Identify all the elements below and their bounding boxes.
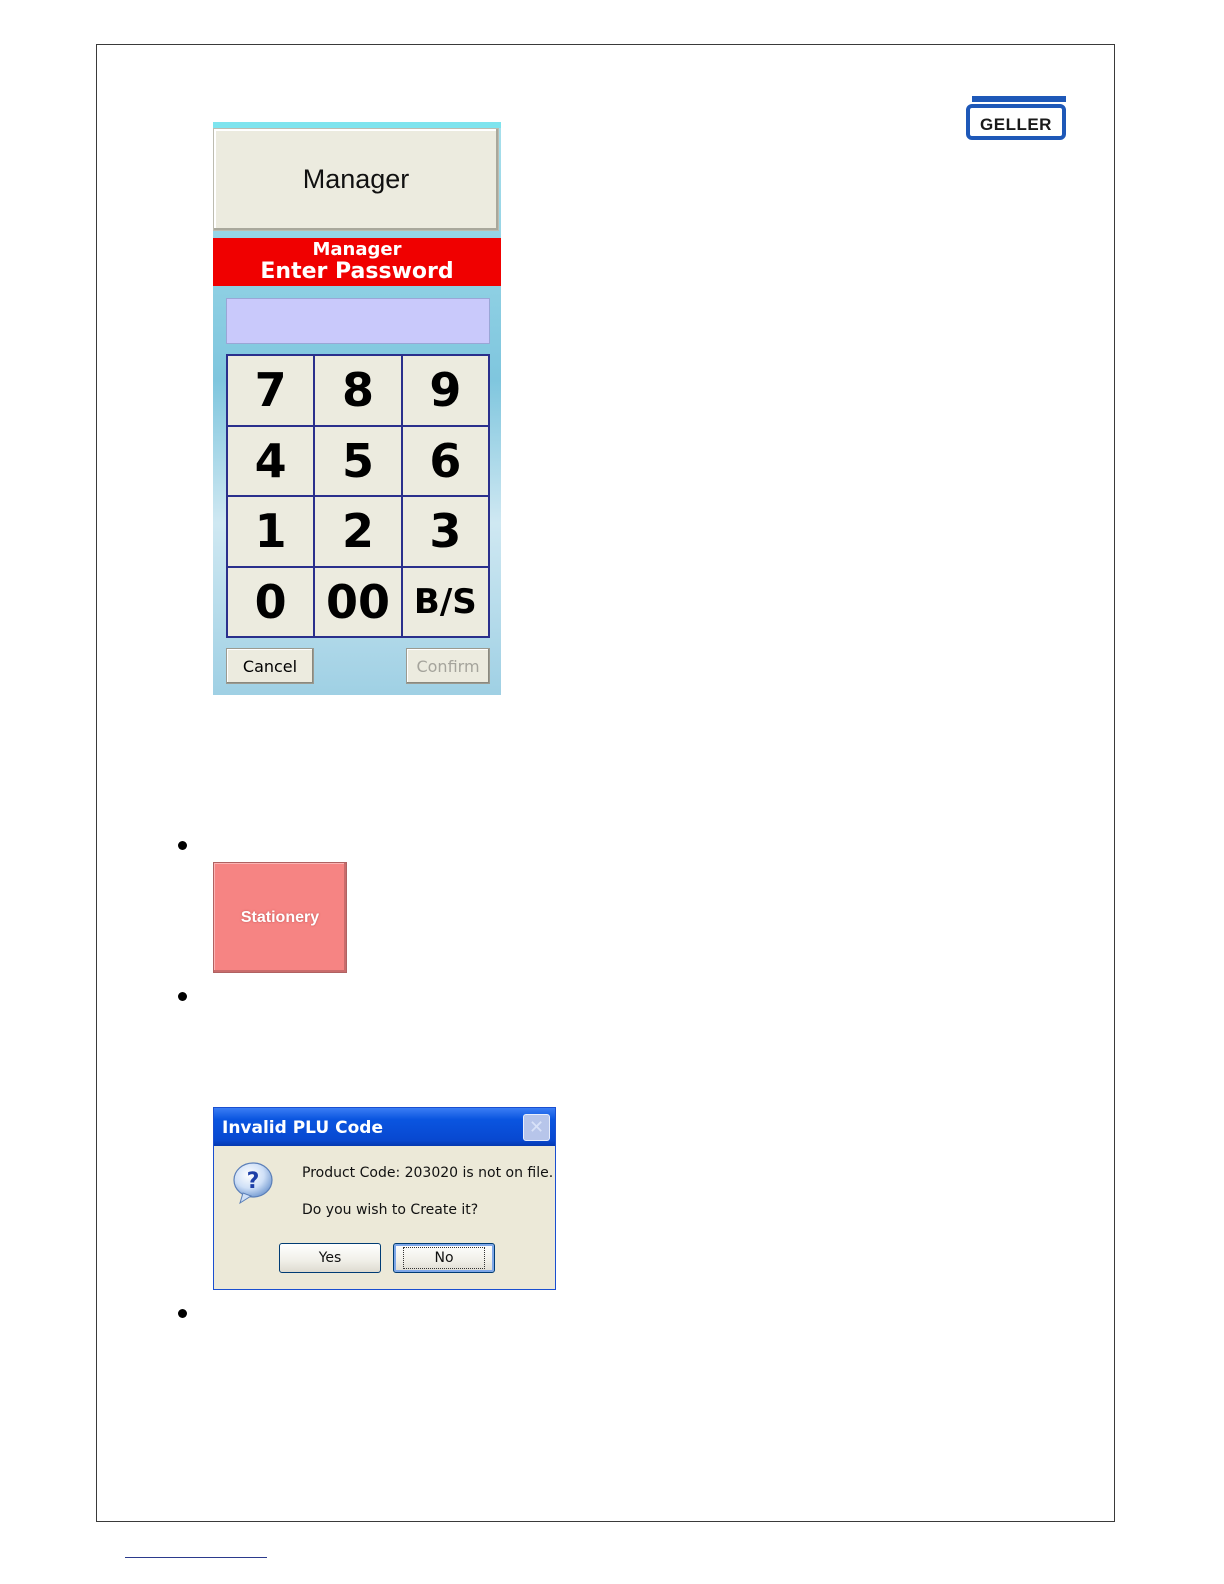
bullet-2 <box>178 992 187 1001</box>
key-0[interactable]: 0 <box>228 568 313 637</box>
manager-button[interactable]: Manager <box>213 128 499 231</box>
confirm-button[interactable] <box>406 648 490 684</box>
close-icon[interactable]: ✕ <box>523 1114 550 1141</box>
svg-text:?: ? <box>246 1169 260 1194</box>
password-header <box>213 238 501 286</box>
bullet-1 <box>178 841 187 850</box>
confirm-label: Confirm <box>416 656 480 676</box>
key-8[interactable]: 8 <box>315 356 400 425</box>
cancel-label: Cancel <box>242 656 298 676</box>
cancel-button[interactable] <box>226 648 314 684</box>
key-6[interactable]: 6 <box>403 427 488 496</box>
manager-password-screenshot <box>213 122 501 695</box>
dialog-message-line2: Do you wish to Create it? <box>302 1202 479 1218</box>
key-2[interactable]: 2 <box>315 497 400 566</box>
question-icon <box>231 1161 275 1205</box>
header-role: Manager <box>312 239 402 260</box>
yes-button[interactable] <box>279 1243 381 1273</box>
invalid-plu-dialog <box>213 1107 556 1290</box>
key-5[interactable]: 5 <box>315 427 400 496</box>
no-button[interactable] <box>393 1243 495 1273</box>
geller-logo <box>966 96 1066 140</box>
key-00[interactable]: 00 <box>315 568 400 637</box>
header-prompt: Enter Password <box>260 259 454 284</box>
key-7[interactable]: 7 <box>228 356 313 425</box>
logo-text: GELLER <box>980 115 1052 134</box>
backspace-key[interactable]: B/S <box>403 568 488 637</box>
stationery-button[interactable]: Stationery <box>213 862 347 973</box>
key-4[interactable]: 4 <box>228 427 313 496</box>
key-3[interactable]: 3 <box>403 497 488 566</box>
dialog-title: Invalid PLU Code <box>222 1118 383 1138</box>
no-label: No <box>403 1247 484 1269</box>
numeric-keypad <box>226 354 490 638</box>
logo-box <box>966 104 1066 140</box>
logo-bar <box>972 96 1066 102</box>
password-input[interactable] <box>226 298 490 344</box>
yes-label: Yes <box>318 1250 342 1266</box>
footer-link-underline <box>125 1557 267 1558</box>
dialog-message-line1: Product Code: 203020 is not on file. <box>302 1165 554 1181</box>
key-9[interactable]: 9 <box>403 356 488 425</box>
dialog-titlebar <box>214 1108 555 1146</box>
key-1[interactable]: 1 <box>228 497 313 566</box>
bullet-3 <box>178 1309 187 1318</box>
